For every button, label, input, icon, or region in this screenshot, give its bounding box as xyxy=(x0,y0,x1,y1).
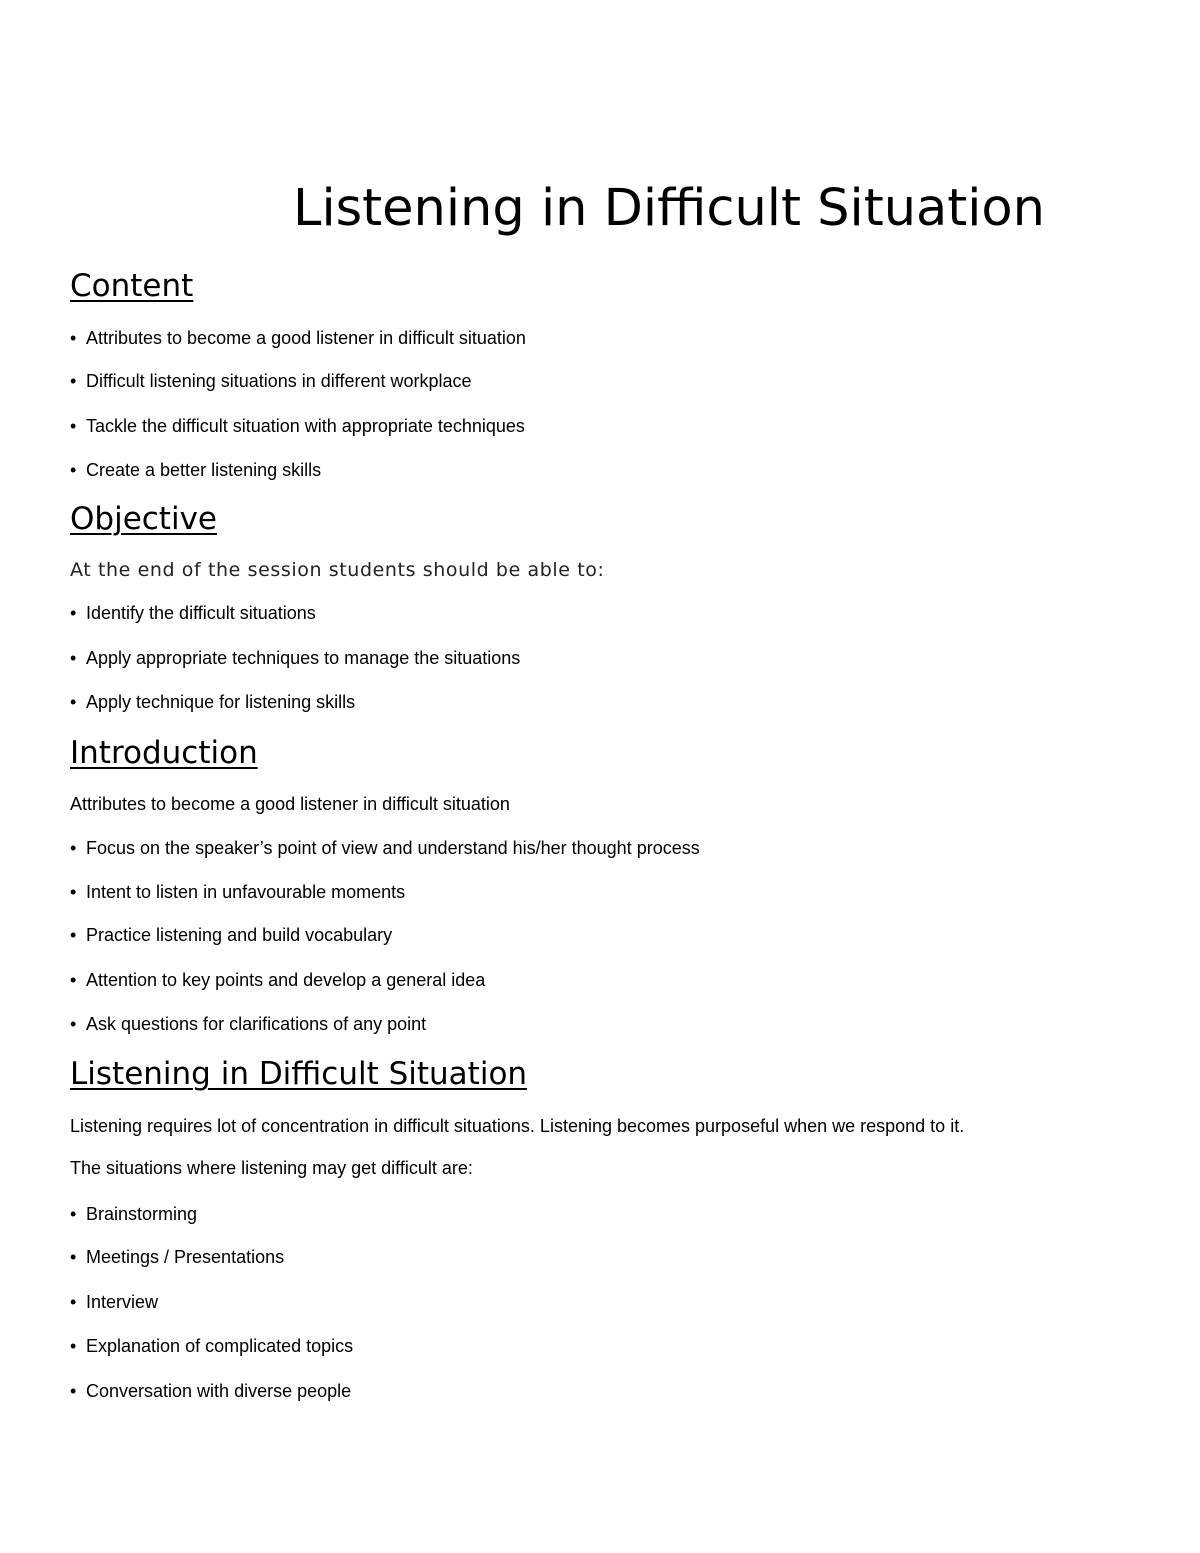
list-item-text: Attention to key points and develop a general idea xyxy=(86,970,486,990)
list-item xyxy=(70,368,472,394)
list-item-text: Meetings / Presentations xyxy=(86,1247,285,1267)
list-item xyxy=(70,325,526,351)
list-item xyxy=(70,1378,351,1404)
bullet-icon: • xyxy=(70,1014,77,1034)
section-heading-listening: Listening in Difficult Situation xyxy=(70,1056,528,1092)
bullet-icon: • xyxy=(70,371,77,391)
list-item-text: Practice listening and build vocabulary xyxy=(86,925,393,945)
list-item-text: Brainstorming xyxy=(86,1204,198,1224)
bullet-icon: • xyxy=(70,1247,77,1267)
list-item xyxy=(70,689,355,715)
list-item xyxy=(70,1244,284,1270)
list-item xyxy=(70,1201,197,1227)
list-item-text: Difficult listening situations in different workplace xyxy=(86,371,472,391)
list-item xyxy=(70,1333,353,1359)
bullet-icon: • xyxy=(70,1381,77,1401)
bullet-icon: • xyxy=(70,328,77,348)
listening-paragraph: Listening requires lot of concentration in difficult situations. Listening becomes purposeful when we respond to it. xyxy=(70,1116,965,1136)
list-item-text: Identify the difficult situations xyxy=(86,603,316,623)
list-item-text: Ask questions for clarifications of any point xyxy=(86,1014,427,1034)
list-item-text: Conversation with diverse people xyxy=(86,1381,352,1401)
list-item-text: Tackle the difficult situation with appropriate techniques xyxy=(86,416,525,436)
list-item-text: Attributes to become a good listener in difficult situation xyxy=(86,328,526,348)
list-item xyxy=(70,600,316,626)
section-heading-content: Content xyxy=(70,268,194,304)
bullet-icon: • xyxy=(70,1336,77,1356)
bullet-icon: • xyxy=(70,416,77,436)
list-item xyxy=(70,879,405,905)
bullet-icon: • xyxy=(70,603,77,623)
list-item-text: Intent to listen in unfavourable moments xyxy=(86,882,406,902)
list-item-text: Create a better listening skills xyxy=(86,460,322,480)
objective-intro: At the end of the session students should be able to: xyxy=(70,559,605,581)
list-item xyxy=(70,645,520,671)
bullet-icon: • xyxy=(70,648,77,668)
introduction-lead: Attributes to become a good listener in difficult situation xyxy=(70,794,510,814)
bullet-icon: • xyxy=(70,970,77,990)
list-item xyxy=(70,967,485,993)
list-item xyxy=(70,1289,158,1315)
list-item xyxy=(70,1011,426,1037)
bullet-icon: • xyxy=(70,925,77,945)
bullet-icon: • xyxy=(70,838,77,858)
list-item xyxy=(70,922,392,948)
bullet-icon: • xyxy=(70,692,77,712)
list-item xyxy=(70,835,700,861)
bullet-icon: • xyxy=(70,1292,77,1312)
list-item-text: Apply technique for listening skills xyxy=(86,692,356,712)
section-heading-objective: Objective xyxy=(70,501,217,537)
list-item-text: Apply appropriate techniques to manage the situations xyxy=(86,648,521,668)
list-item xyxy=(70,413,525,439)
list-item-text: Interview xyxy=(86,1292,159,1312)
document-title: Listening in Difficult Situation xyxy=(293,179,1045,238)
bullet-icon: • xyxy=(70,1204,77,1224)
bullet-icon: • xyxy=(70,460,77,480)
list-item xyxy=(70,457,321,483)
section-heading-introduction: Introduction xyxy=(70,735,258,771)
list-item-text: Explanation of complicated topics xyxy=(86,1336,354,1356)
listening-lead: The situations where listening may get difficult are: xyxy=(70,1158,473,1178)
list-item-text: Focus on the speaker’s point of view and understand his/her thought process xyxy=(86,838,700,858)
bullet-icon: • xyxy=(70,882,77,902)
